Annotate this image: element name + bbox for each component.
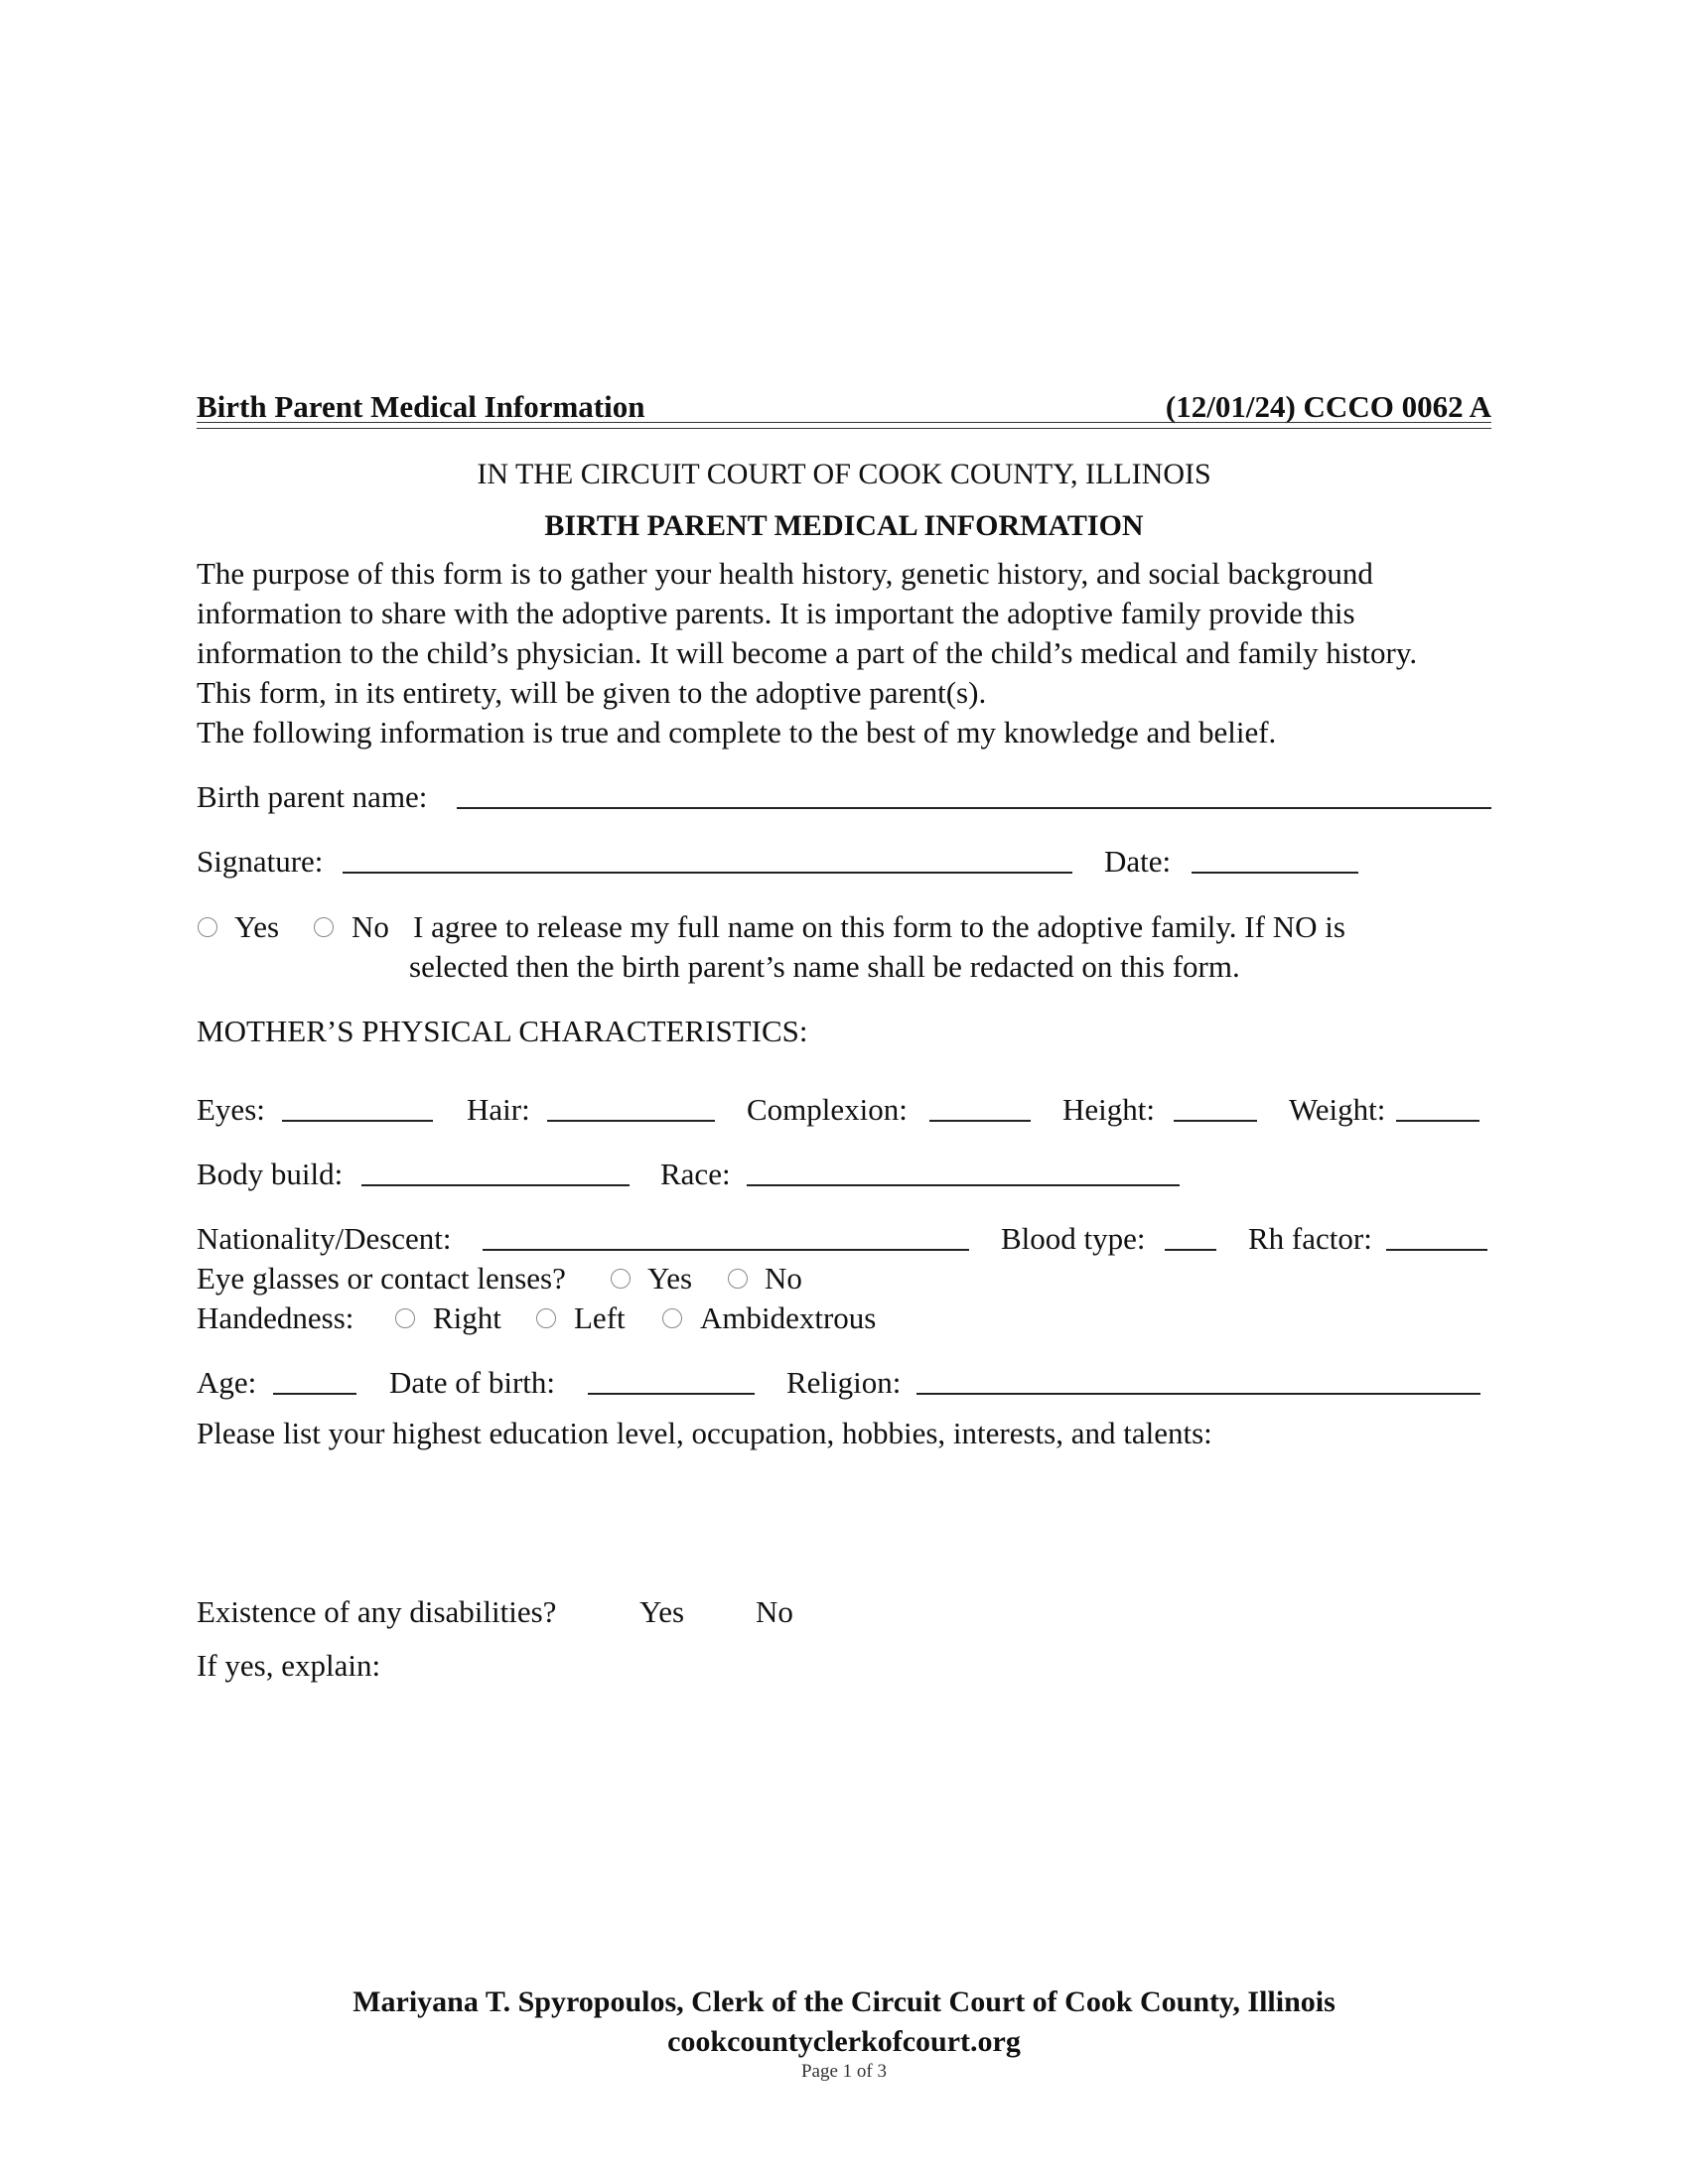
hair-label: Hair: [467,1092,530,1127]
dob-field[interactable] [588,1393,755,1395]
eye-glasses-yes-label: Yes [647,1261,693,1296]
handedness-left-radio[interactable] [536,1308,556,1328]
education-prompt: Please list your highest education level, occupation, hobbies, interests, and talents: [197,1416,1212,1450]
birth-parent-name-field[interactable] [457,807,1491,809]
weight-field[interactable] [1396,1120,1479,1122]
intro-line-4: This form, in its entirety, will be given to the adoptive parent(s). [197,675,987,710]
age-label: Age: [197,1365,257,1400]
intro-line-5: The following information is true and complete to the best of my knowledge and belief. [197,715,1277,750]
footer-page-number: Page 1 of 3 [800,2061,887,2082]
handedness-right-label: Right [433,1300,501,1335]
handedness-left-label: Left [574,1300,626,1335]
eyes-label: Eyes: [197,1092,265,1127]
release-yes-label: Yes [234,909,280,944]
disabilities-label: Existence of any disabilities? [197,1594,557,1629]
header-form-name: Birth Parent Medical Information [197,389,645,424]
release-yes-radio[interactable] [198,917,217,937]
blood-type-field[interactable] [1165,1249,1216,1251]
eyes-field[interactable] [282,1120,433,1122]
race-field[interactable] [747,1184,1180,1186]
release-statement-line-1: I agree to release my full name on this form to the adoptive family. If NO is [413,909,1345,944]
body-build-label: Body build: [197,1157,344,1191]
release-statement-line-2: selected then the birth parent’s name shall be redacted on this form. [409,949,1240,984]
eye-glasses-no-label: No [765,1261,802,1296]
dob-label: Date of birth: [389,1365,556,1400]
age-field[interactable] [273,1393,356,1395]
intro-line-1: The purpose of this form is to gather your health history, genetic history, and social background [197,556,1373,591]
disabilities-no-option[interactable]: No [756,1594,793,1629]
intro-line-3: information to the child’s physician. It will become a part of the child’s medical and family history. [197,635,1418,670]
date-label: Date: [1104,844,1172,879]
court-title: IN THE CIRCUIT COURT OF COOK COUNTY, ILLINOIS [477,458,1211,490]
disabilities-explain-area[interactable] [197,1692,1491,1920]
nationality-field[interactable] [483,1249,969,1251]
height-field[interactable] [1174,1120,1257,1122]
handedness-ambidextrous-radio[interactable] [662,1308,682,1328]
disabilities-yes-option[interactable]: Yes [639,1594,685,1629]
signature-label: Signature: [197,844,324,879]
body-build-field[interactable] [361,1184,630,1186]
rh-factor-label: Rh factor: [1248,1221,1372,1256]
hair-field[interactable] [547,1120,715,1122]
eye-glasses-yes-radio[interactable] [611,1269,631,1289]
header-form-code: (12/01/24) CCCO 0062 A [1165,389,1491,424]
if-yes-explain-label: If yes, explain: [197,1648,381,1683]
footer-website: cookcountyclerkofcourt.org [667,2025,1021,2058]
complexion-label: Complexion: [747,1092,908,1127]
form-title: BIRTH PARENT MEDICAL INFORMATION [544,509,1144,542]
birth-parent-name-label: Birth parent name: [197,779,428,814]
education-answer-area[interactable] [197,1457,1491,1576]
religion-label: Religion: [786,1365,902,1400]
signature-field[interactable] [343,872,1072,874]
eye-glasses-no-radio[interactable] [728,1269,748,1289]
weight-label: Weight: [1289,1092,1386,1127]
height-label: Height: [1062,1092,1155,1127]
header-rule-top [197,422,1491,423]
blood-type-label: Blood type: [1001,1221,1146,1256]
nationality-label: Nationality/Descent: [197,1221,452,1256]
release-no-label: No [352,909,389,944]
handedness-ambidextrous-label: Ambidextrous [700,1300,877,1335]
religion-field[interactable] [916,1393,1480,1395]
rh-factor-field[interactable] [1386,1249,1487,1251]
intro-line-2: information to share with the adoptive parents. It is important the adoptive family provide this [197,596,1355,630]
complexion-field[interactable] [929,1120,1031,1122]
race-label: Race: [660,1157,731,1191]
header-rule-bottom [197,428,1491,429]
eye-glasses-label: Eye glasses or contact lenses? [197,1261,566,1296]
date-field[interactable] [1192,872,1358,874]
footer-clerk: Mariyana T. Spyropoulos, Clerk of the Circuit Court of Cook County, Illinois [352,1985,1336,2018]
release-no-radio[interactable] [314,917,334,937]
section-heading: MOTHER’S PHYSICAL CHARACTERISTICS: [197,1014,808,1048]
handedness-right-radio[interactable] [395,1308,415,1328]
handedness-label: Handedness: [197,1300,354,1335]
